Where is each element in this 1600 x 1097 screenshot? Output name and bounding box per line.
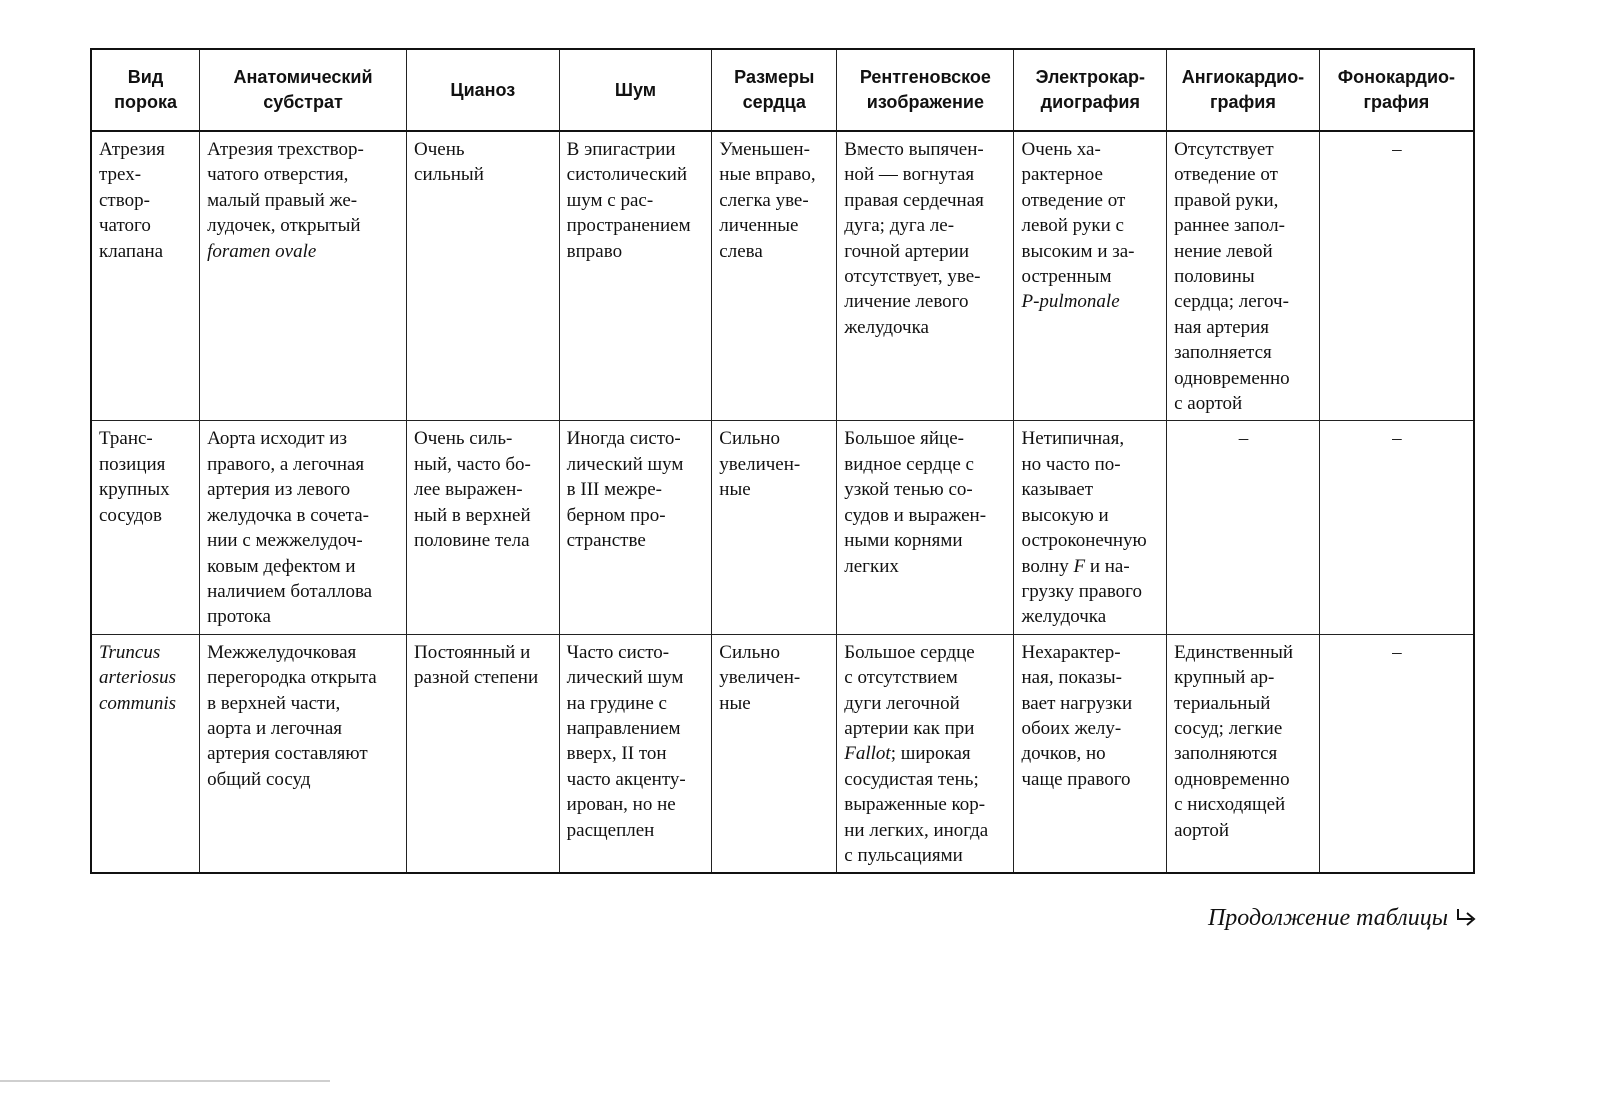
cell-line: отведение от: [1021, 189, 1126, 211]
cell-line: слегка уве-: [719, 189, 809, 211]
cell-line: P-pulmonale: [1021, 291, 1120, 313]
table-cell: [712, 131, 837, 421]
cell-line: разной степени: [414, 667, 539, 689]
cell-line: перегородка открыта: [207, 667, 377, 689]
cell-line: аорта и легочная: [207, 717, 343, 739]
cell-line: с нисходящей: [1174, 794, 1286, 816]
cell-line: –: [1238, 428, 1249, 450]
cell-line: Нетипичная,: [1021, 428, 1125, 450]
cell-line: Атрезия трехствор-: [207, 139, 364, 160]
cell-line: Отсутствует: [1174, 139, 1274, 160]
cell-line: Очень силь-: [414, 428, 513, 450]
cell-line: нение левой: [1174, 240, 1273, 262]
cell-line: дуги легочной: [844, 692, 960, 714]
cell-line: в III межре-: [566, 479, 662, 501]
table-cell: [1167, 634, 1320, 873]
cell-line: Очень ха-: [1021, 139, 1101, 160]
cell-line: ный в верхней: [414, 504, 531, 526]
header-line: графия: [1210, 92, 1276, 112]
header-line: субстрат: [263, 92, 343, 112]
cell-line: раннее запол-: [1174, 215, 1285, 237]
cell-line: отсутствует, уве-: [844, 266, 981, 288]
table-cell: [559, 131, 712, 421]
cell-line: ные вправо,: [719, 164, 816, 186]
heart-defects-table: [90, 48, 1475, 874]
table-cell: [91, 421, 200, 634]
cell-line: arteriosus: [99, 667, 177, 689]
cell-line: с отсутствием: [844, 667, 958, 689]
cell-line: ные: [719, 479, 751, 501]
cell-line: ной — вогнутая: [844, 164, 975, 186]
table-cell: [712, 421, 837, 634]
table-cell: [407, 131, 560, 421]
cell-line: позиция: [99, 453, 166, 475]
cell-line: дочков, но: [1021, 743, 1106, 765]
cell-line: Truncus: [99, 641, 161, 663]
cell-line: ными корнями: [844, 530, 963, 552]
cell-line: заполняются: [1174, 743, 1278, 765]
cell-line: Единственный: [1174, 641, 1294, 663]
cell-line: с пульсациями: [844, 844, 963, 866]
cell-line: Уменьшен-: [719, 139, 810, 160]
cell-line: артерии как при: [844, 717, 975, 739]
cell-line: гочной артерии: [844, 240, 969, 262]
table-cell: [1014, 131, 1167, 421]
cell-line: правой руки,: [1174, 189, 1279, 211]
table-cell: [200, 131, 407, 421]
cell-line: легких: [844, 555, 899, 577]
continuation-text: Продолжение таблицы: [1207, 905, 1448, 931]
cell-line: странстве: [566, 530, 646, 552]
cell-line: Сильно: [719, 428, 780, 450]
cell-line: вверх, II тон: [566, 743, 667, 765]
cell-line: расщеплен: [566, 819, 655, 841]
cell-line: увеличен-: [719, 667, 801, 689]
cell-line: грузку правого: [1021, 580, 1143, 602]
table-cell: [407, 421, 560, 634]
cell-line: Атрезия: [99, 139, 165, 160]
cell-line: правого, а легочная: [207, 453, 365, 475]
cell-line: Большое сердце: [844, 641, 975, 663]
cell-line: чатого: [99, 215, 151, 237]
cell-line: лический шум: [566, 453, 684, 475]
column-header: [837, 49, 1014, 131]
cell-line: ирован, но не: [566, 794, 676, 816]
cell-line: foramen ovale: [207, 240, 317, 262]
header-line: Вид: [127, 67, 164, 87]
cell-line: личение левого: [844, 291, 969, 313]
table-cell: [91, 131, 200, 421]
cell-line: сосуд; легкие: [1174, 717, 1283, 739]
cell-line: одновременно: [1174, 367, 1290, 389]
cell-line: Постоянный и: [414, 641, 531, 663]
continue-arrow-icon: [1454, 907, 1480, 927]
cell-line: шум с рас-: [566, 189, 654, 211]
cell-line: териальный: [1174, 692, 1271, 714]
cell-line: увеличен-: [719, 453, 801, 475]
cell-line: Аорта исходит из: [207, 428, 347, 450]
cell-line: Очень: [414, 139, 465, 160]
table-row: [91, 421, 1474, 634]
column-header: [559, 49, 712, 131]
cell-line: артерия из левого: [207, 479, 351, 501]
table-cell: [559, 634, 712, 873]
cell-line: но часто по-: [1021, 453, 1121, 475]
cell-line: часто акценту-: [566, 768, 686, 790]
cell-line: communis: [99, 692, 177, 714]
cell-line: ные: [719, 692, 751, 714]
table-cell: [712, 634, 837, 873]
header-line: диография: [1040, 92, 1140, 112]
cell-line: желудочка: [844, 316, 929, 338]
header-line: изображение: [866, 92, 984, 112]
cell-line: желудочка в сочета-: [207, 504, 369, 526]
table-row: [91, 634, 1474, 873]
table-cell: [837, 421, 1014, 634]
header-line: Шум: [614, 79, 657, 100]
cell-line: чаще правого: [1021, 768, 1131, 790]
cell-line: Fallot; широкая: [844, 743, 971, 765]
cell-line: лический шум: [566, 667, 684, 689]
cell-line: сердца; легоч-: [1174, 291, 1289, 313]
cell-line: В эпигастрии: [566, 139, 676, 160]
table-cell: [200, 634, 407, 873]
cell-line: остренным: [1021, 266, 1112, 288]
cell-line: Транс-: [99, 428, 153, 450]
cell-line: левой руки с: [1021, 215, 1124, 237]
cell-line: лудочек, открытый: [207, 215, 361, 237]
cell-line: с аортой: [1174, 393, 1243, 415]
column-header: [407, 49, 560, 131]
cell-line: вправо: [566, 240, 623, 262]
cell-line: слева: [719, 240, 763, 262]
cell-line: чатого отверстия,: [207, 164, 349, 186]
cell-line: в верхней части,: [207, 692, 341, 714]
cell-line: систолический: [566, 164, 688, 186]
cell-line: ковым дефектом и: [207, 555, 356, 577]
cell-line: высокую и: [1021, 504, 1109, 526]
cell-line: волну F и на-: [1021, 555, 1130, 577]
continuation-note: [1208, 905, 1480, 932]
column-header: [200, 49, 407, 131]
table-cell: [407, 634, 560, 873]
cell-line: Часто систо-: [566, 641, 670, 663]
cell-line: трех-: [99, 164, 142, 186]
cell-line: Вместо выпячен-: [844, 139, 984, 160]
cell-line: узкой тенью со-: [844, 479, 973, 501]
cell-line: пространением: [566, 215, 691, 237]
cell-line: отведение от: [1174, 164, 1278, 186]
cell-line: ная, показы-: [1021, 667, 1122, 689]
column-header: [1014, 49, 1167, 131]
cell-line: артерия составляют: [207, 743, 368, 765]
cell-line: судов и выражен-: [844, 504, 987, 526]
column-header: [712, 49, 837, 131]
cell-line: –: [1392, 139, 1402, 160]
header-line: Электрокар-: [1035, 67, 1145, 87]
header-line: Фонокардио-: [1337, 67, 1456, 87]
cell-line: личенные: [719, 215, 799, 237]
cell-line: заполняется: [1174, 342, 1272, 364]
cell-line: остроконечную: [1021, 530, 1147, 552]
cell-line: Иногда систо-: [566, 428, 681, 450]
header-line: Ангиокардио-: [1181, 67, 1305, 87]
column-header: [91, 49, 200, 131]
cell-line: Межжелудочковая: [207, 641, 357, 663]
cell-line: ная артерия: [1174, 316, 1270, 338]
cell-line: лее выражен-: [414, 479, 523, 501]
cell-line: наличием боталлова: [207, 580, 373, 602]
table-cell: [1014, 634, 1167, 873]
page-edge-line: [0, 1080, 330, 1082]
cell-line: аортой: [1174, 819, 1230, 841]
cell-line: берном про-: [566, 504, 666, 526]
cell-line: казывает: [1021, 479, 1094, 501]
cell-line: выраженные кор-: [844, 794, 986, 816]
cell-line: сосудистая тень;: [844, 768, 979, 790]
cell-line: направлением: [566, 717, 681, 739]
cell-line: нии с межжелудоч-: [207, 530, 363, 552]
table-body: [91, 131, 1474, 873]
header-line: Цианоз: [450, 79, 516, 100]
cell-line: –: [1392, 641, 1402, 663]
column-header: [1319, 49, 1474, 131]
cell-line: –: [1392, 428, 1402, 450]
cell-line: общий сосуд: [207, 768, 311, 790]
table-row: [91, 131, 1474, 421]
cell-line: Нехарактер-: [1021, 641, 1121, 663]
cell-line: сильный: [414, 164, 484, 186]
cell-line: клапана: [99, 240, 164, 262]
table-cell: [1167, 421, 1320, 634]
cell-line: половины: [1174, 266, 1255, 288]
cell-line: ный, часто бо-: [414, 453, 531, 475]
cell-line: на грудине с: [566, 692, 667, 714]
cell-line: малый правый же-: [207, 189, 358, 211]
table-cell: [91, 634, 200, 873]
header-row: [91, 49, 1474, 131]
cell-line: желудочка: [1021, 606, 1107, 628]
table-cell: [837, 131, 1014, 421]
header-line: Анатомический: [233, 67, 373, 87]
cell-line: крупный ар-: [1174, 667, 1275, 689]
cell-line: створ-: [99, 189, 150, 211]
cell-line: сосудов: [99, 504, 163, 526]
cell-line: ни легких, иногда: [844, 819, 989, 841]
cell-line: одновременно: [1174, 768, 1290, 790]
cell-line: высоким и за-: [1021, 240, 1135, 262]
cell-line: рактерное: [1021, 164, 1103, 186]
table-cell: [1319, 131, 1474, 421]
table-cell: [1014, 421, 1167, 634]
cell-line: вает нагрузки: [1021, 692, 1133, 714]
cell-line: крупных: [99, 479, 170, 501]
cell-line: видное сердце с: [844, 453, 974, 475]
cell-line: обоих желу-: [1021, 717, 1122, 739]
table-cell: [200, 421, 407, 634]
table-cell: [559, 421, 712, 634]
table-cell: [1319, 421, 1474, 634]
cell-line: правая сердечная: [844, 189, 984, 211]
header-line: сердца: [742, 92, 806, 112]
table-cell: [1319, 634, 1474, 873]
cell-line: дуга; дуга ле-: [844, 215, 955, 237]
table-cell: [1167, 131, 1320, 421]
column-header: [1167, 49, 1320, 131]
cell-line: половине тела: [414, 530, 530, 552]
header-line: порока: [114, 92, 177, 112]
cell-line: протока: [207, 606, 271, 628]
table-cell: [837, 634, 1014, 873]
header-line: Рентгеновское: [859, 67, 991, 87]
header-line: Размеры: [734, 67, 815, 87]
header-line: графия: [1363, 92, 1430, 112]
cell-line: Большое яйце-: [844, 428, 964, 450]
cell-line: Сильно: [719, 641, 780, 663]
